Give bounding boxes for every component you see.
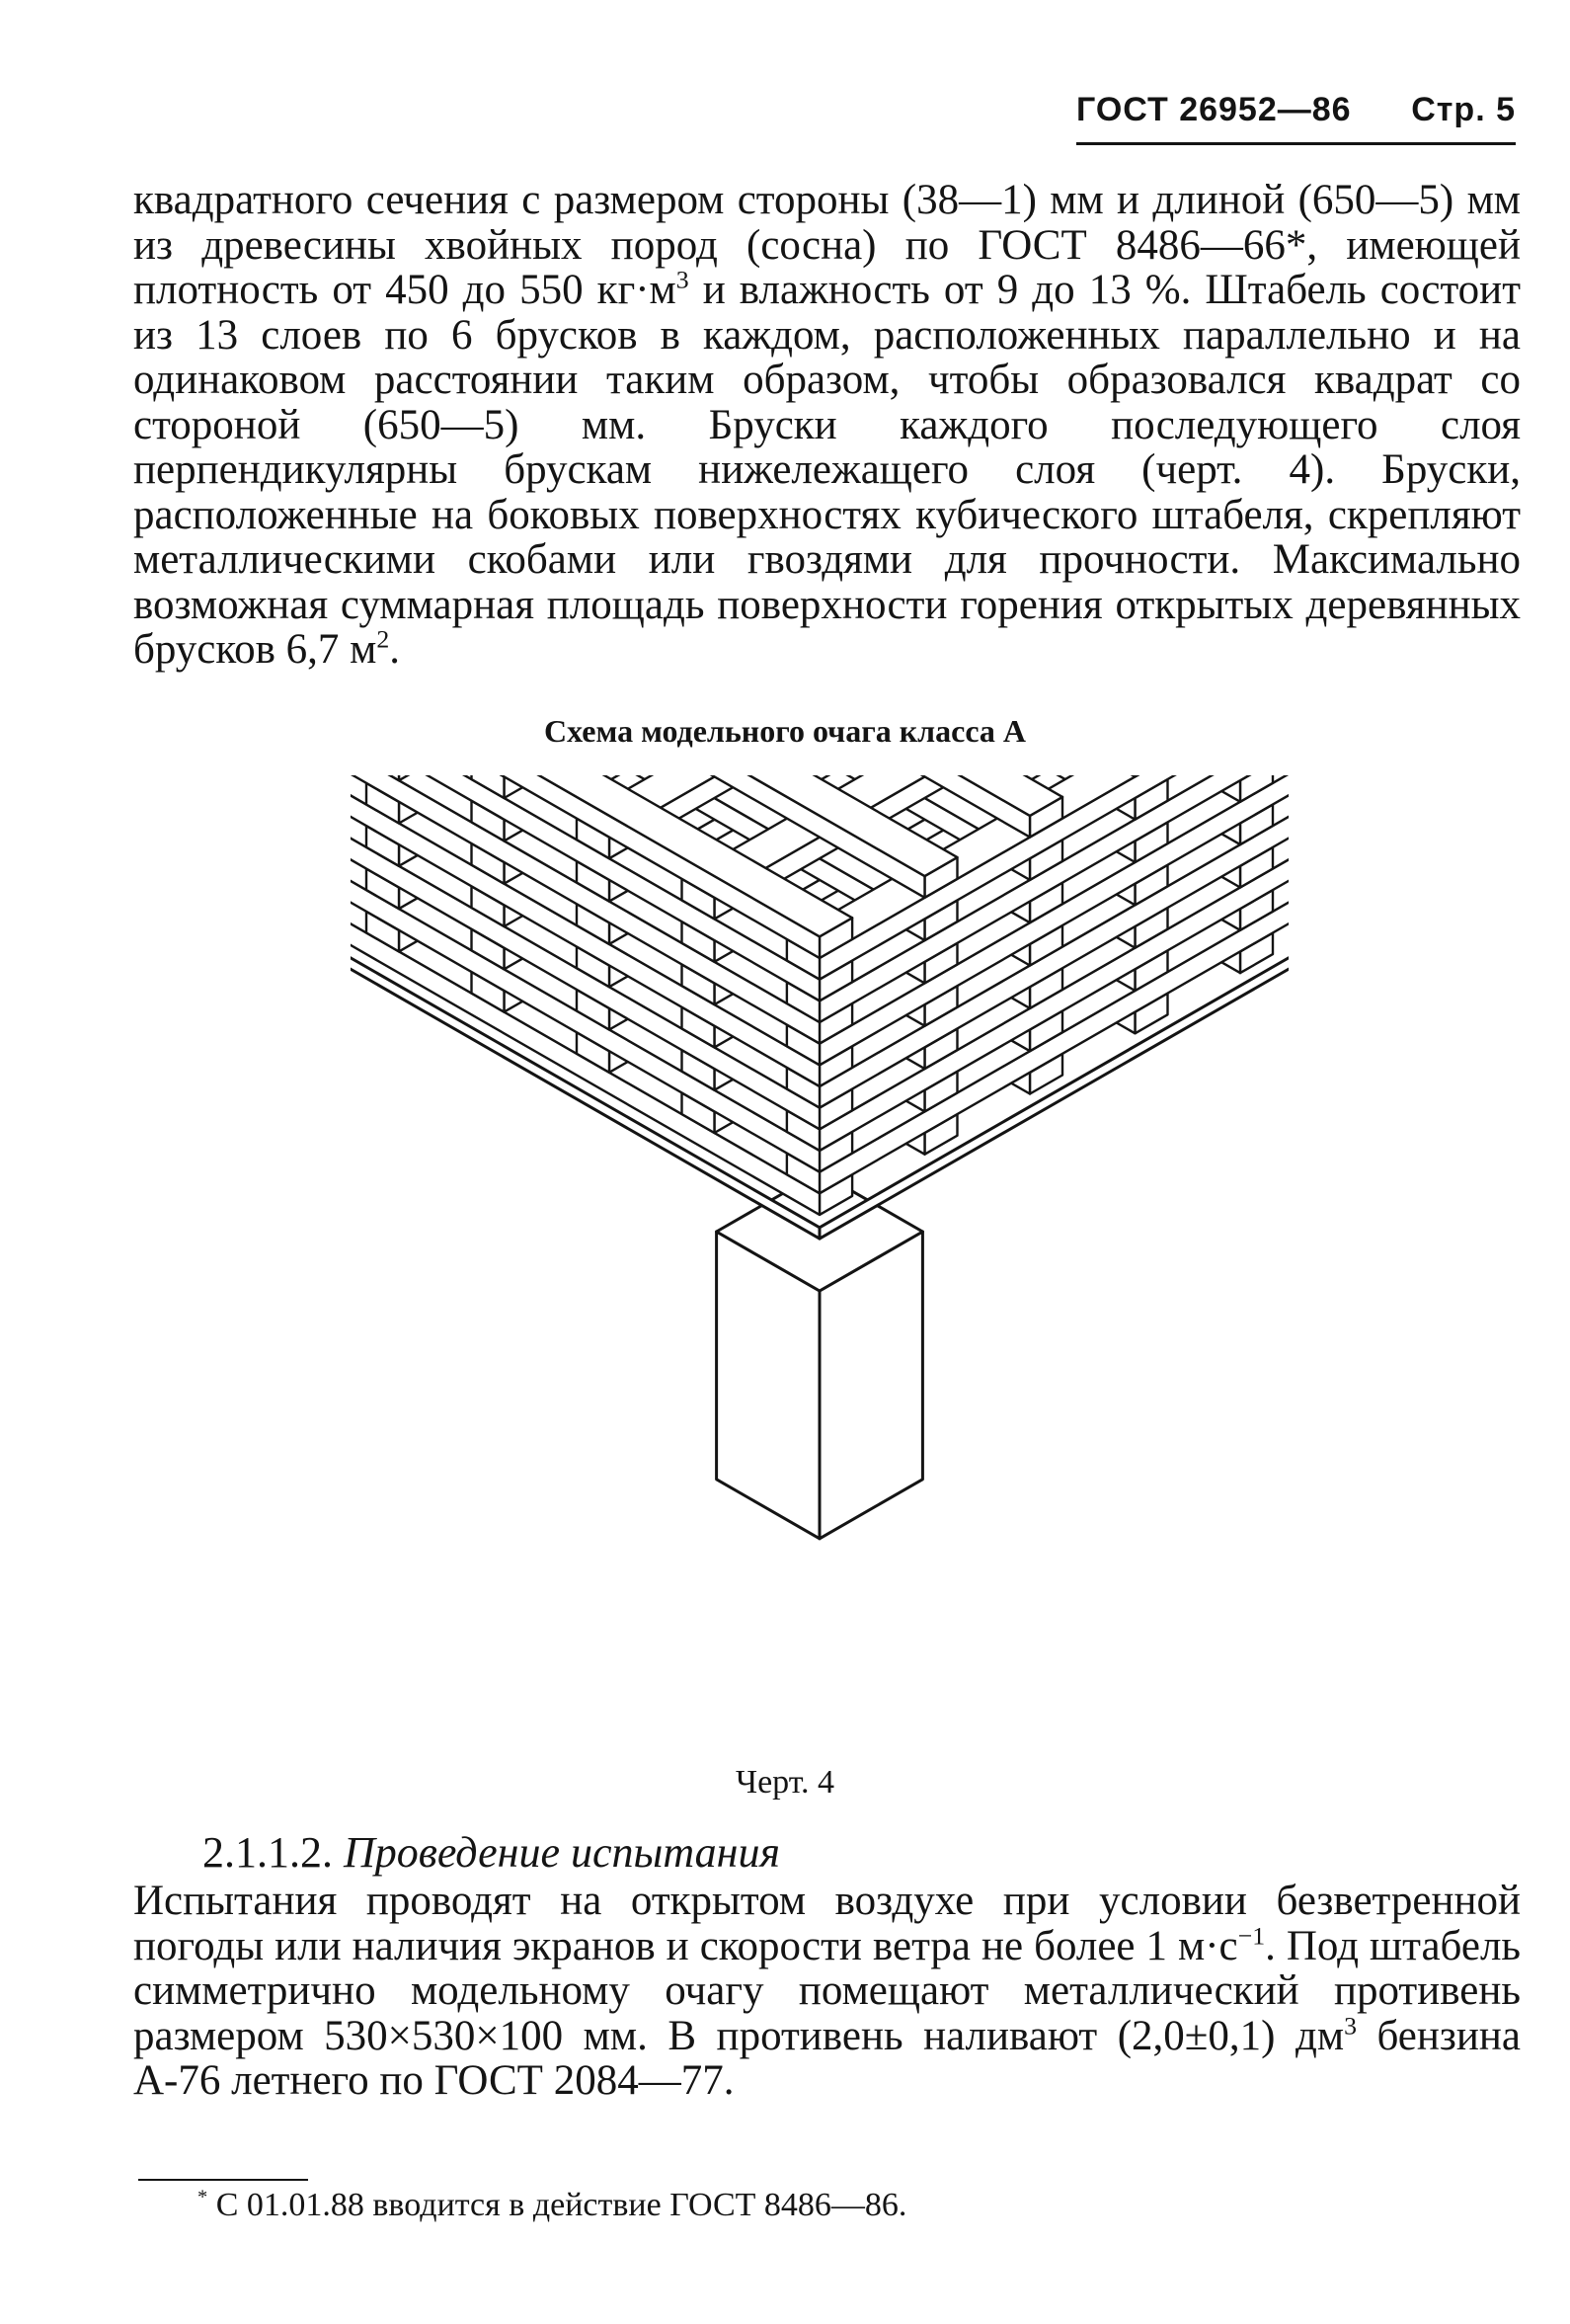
paragraph-text: и влажность от 9 до 13 %. Штабель состоит из 13 слоев по 6 брусков в каждом, расположенных параллельно и на одинаковом расстоянии таким образом, чтобы образовался квадрат со стороной (650—5) мм. Бруски каждого последующего слоя перпендикулярны брускам нижележащего слоя (черт. 4). Бруски, расположенные на боковых поверхностях кубического штабеля, скрепляют металлическими скобами или гвоздями для прочности. Максимально возможная суммарная площадь поверхности горения открытых деревянных брусков 6,7 м xyxy=(133,267,1521,673)
superscript: −1 xyxy=(1237,1921,1266,1951)
paragraph-text: бензина А-76 летнего по ГОСТ 2084—77. xyxy=(133,2012,1521,2104)
footnote-divider xyxy=(138,2179,308,2181)
paragraph-specimen-description xyxy=(133,178,1521,673)
footnote-mark: * xyxy=(197,2186,208,2208)
section-title: Проведение испытания xyxy=(344,1828,780,1877)
paragraph-text: . Под штабель симметрично модельному очагу помещают металлический противень размером 530×530×100 мм. В противень наливают (2,0±0,1) дм xyxy=(133,1922,1522,2059)
footnote xyxy=(197,2187,906,2224)
superscript: 2 xyxy=(376,624,390,654)
footnote-text: С 01.01.88 вводится в действие ГОСТ 8486—86. xyxy=(215,2187,907,2223)
paragraph-text: Испытания проводят на открытом воздухе при условии безветренной погоды или наличия экранов и скорости ветра не более 1 м·с xyxy=(133,1878,1521,1969)
page-header xyxy=(1076,87,1516,145)
standard-number: ГОСТ 26952—86 xyxy=(1076,91,1352,128)
superscript: 3 xyxy=(675,265,689,294)
wood-crib-diagram xyxy=(351,775,1289,1773)
figure-caption: Черт. 4 xyxy=(735,1764,835,1801)
figure-title: Схема модельного очага класса А xyxy=(543,713,1027,749)
paragraph-text: квадратного сечения с размером стороны (38—1) мм и длиной (650—5) мм из древесины хвойных пород (сосна) по ГОСТ 8486—66*, имеющей плотность от 450 до 550 кг·м xyxy=(133,177,1521,313)
paragraph-test-procedure xyxy=(133,1879,1521,2104)
section-heading xyxy=(202,1827,780,1878)
page-number: Стр. 5 xyxy=(1411,91,1516,128)
paragraph-text: . xyxy=(389,626,401,673)
wood-crib-stack xyxy=(351,775,1289,1215)
section-number: 2.1.1.2. xyxy=(202,1828,333,1877)
superscript: 3 xyxy=(1344,2011,1357,2041)
